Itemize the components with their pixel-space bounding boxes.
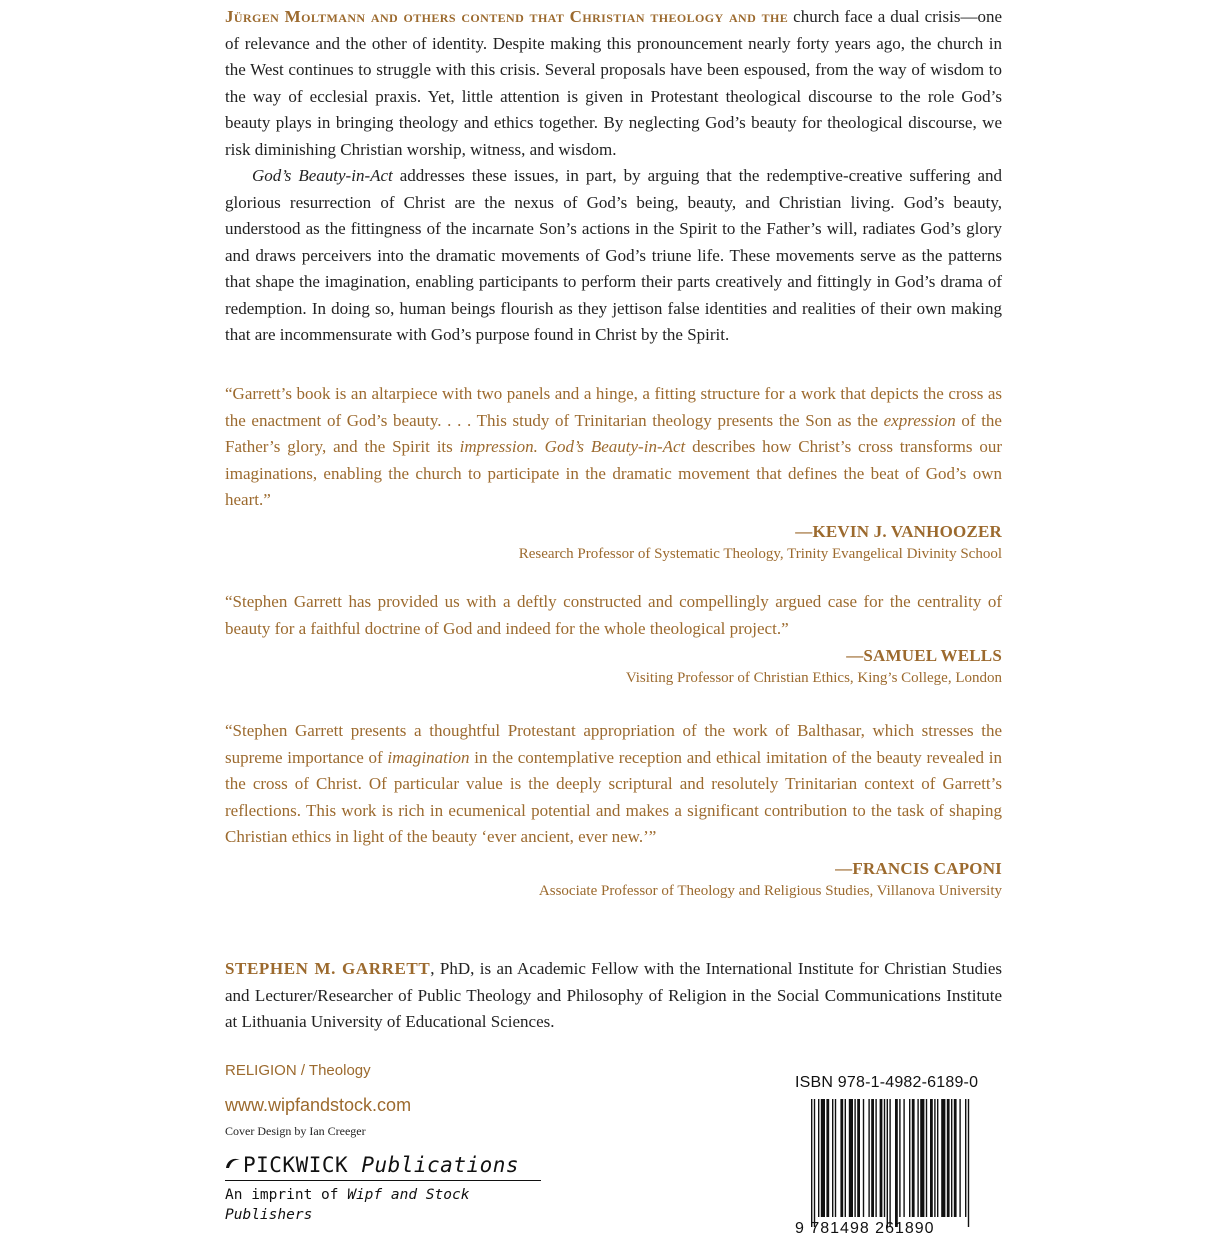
opening-line: Jürgen Moltmann and others contend that Christian theology and the	[225, 7, 789, 26]
barcode-bar	[954, 1099, 957, 1217]
author-name: STEPHEN M. GARRETT	[225, 959, 431, 978]
imprint-prefix: An imprint of	[225, 1187, 348, 1203]
barcode-bar	[934, 1099, 935, 1217]
endorser-name: —SAMUEL WELLS	[846, 646, 1002, 665]
barcode-bar	[826, 1099, 829, 1217]
quote-text: “Stephen Garrett presents a thoughtful Protestant appropriation of the work of Balthasar, which stresses the supreme importance of	[225, 721, 1002, 767]
endorsement-quote: “Stephen Garrett has provided us with a deftly constructed and compellingly argued case for the centrality of beauty for a faithful doctrine of God and indeed for the whole theological project.”	[225, 592, 1002, 638]
publisher-website-link[interactable]: www.wipfandstock.com	[225, 1095, 412, 1115]
barcode-bar	[887, 1099, 888, 1227]
barcode-bar	[909, 1099, 910, 1217]
endorsement-quote	[225, 718, 1002, 851]
barcode-bar	[903, 1099, 904, 1217]
barcode-bar	[941, 1099, 945, 1217]
quote-italic: imagination	[387, 747, 470, 767]
description-paragraph-2	[225, 163, 1002, 349]
barcode-bar	[912, 1099, 915, 1217]
barcode-bars	[810, 1099, 985, 1227]
barcode-bar	[818, 1099, 819, 1217]
imprint-parent: Wipf and Stock Publishers	[225, 1187, 470, 1223]
author-bio-body: , PhD, is an Academic Fellow with the International Institute for Christian Studies and Lecturer/Researcher of Public Theology and Philosophy of Religion in the Social Communications Institute at Lithuania University of Educational Sciences.	[225, 959, 1002, 1031]
barcode-bar	[863, 1099, 864, 1217]
endorser-title: Visiting Professor of Christian Ethics, King’s College, London	[625, 670, 1002, 686]
pickwick-logo-icon	[225, 1152, 241, 1178]
barcode-bar	[965, 1099, 966, 1217]
barcode-bar	[832, 1099, 833, 1217]
quote-text: “Garrett’s book is an altarpiece with two panels and a hinge, a fitting structure for a work that depicts the cross as the enactment of God’s beauty. . . . This study of Trinitarian theology presents the Son as the	[225, 384, 1002, 430]
barcode-bar	[968, 1099, 969, 1227]
endorsement-quote	[225, 381, 1002, 514]
barcode-bar	[854, 1099, 855, 1217]
barcode	[795, 1099, 985, 1237]
barcode-bar	[884, 1099, 885, 1217]
endorsement-caponi	[225, 718, 1002, 901]
book-title-italic: God’s Beauty-in-Act	[252, 166, 393, 185]
barcode-bar	[868, 1099, 869, 1217]
barcode-bar	[926, 1099, 927, 1217]
publisher-logo	[225, 1152, 541, 1181]
cover-design-credit: Cover Design by Ian Creeger	[225, 1124, 366, 1138]
barcode-digits: 9 781498 261890	[795, 1220, 935, 1237]
category-main: RELIGION	[225, 1062, 297, 1079]
quote-italic: impression. God’s Beauty-in-Act	[459, 437, 686, 456]
barcode-bar	[857, 1099, 860, 1217]
endorser-name: —KEVIN J. VANHOOZER	[795, 521, 1002, 541]
endorsement-wells	[225, 589, 1002, 688]
quote-italic: expression	[883, 410, 956, 430]
barcode-bar	[937, 1099, 938, 1217]
description-paragraph-1	[225, 4, 1002, 163]
barcode-bar	[920, 1099, 924, 1217]
publisher-name: PICKWICK	[243, 1153, 349, 1177]
bisac-category	[225, 1060, 555, 1082]
barcode-bar	[875, 1099, 876, 1217]
barcode-bar	[849, 1099, 853, 1217]
barcode-bar	[895, 1099, 898, 1227]
category-sub: Theology	[308, 1062, 371, 1079]
author-bio	[225, 956, 1002, 1036]
barcode-bar	[821, 1099, 825, 1217]
barcode-bar	[889, 1099, 890, 1227]
barcode-bar	[840, 1099, 843, 1217]
publisher-suffix: Publications	[361, 1153, 520, 1177]
barcode-bar	[814, 1099, 815, 1227]
author-bio-text	[225, 956, 1002, 1036]
quote-text: describes how Christ’s cross transforms our imaginations, enabling the church to participate in the dramatic movement that defines the beat of God’s own heart.”	[225, 437, 1002, 509]
barcode-bar	[835, 1099, 836, 1217]
endorsement-vanhoozer	[225, 381, 1002, 564]
endorser-title: Research Professor of Systematic Theology, Trinity Evangelical Divinity School	[518, 545, 1002, 562]
description-text-2: addresses these issues, in part, by arguing that the redemptive-creative suffering and glorious resurrection of Christ are the nexus of God’s being, beauty, and Christian living. God’s beauty, understood as the fittingness of the incarnate Son’s actions in the Spirit to the Father’s will, radiates God’s glory and draws perceivers into the dramatic movements of God’s triune life. These movements serve as the patterns that shape the imagination, enabling participants to perform their parts creatively and fittingly in God’s drama of redemption. In doing so, human beings flourish as they jettison false identities and realities of their own making that are incommensurate with God’s purpose found in Christ by the Spirit.	[225, 166, 1002, 344]
barcode-bar	[845, 1099, 846, 1217]
barcode-bar	[947, 1099, 950, 1217]
imprint-line	[225, 1185, 555, 1225]
barcode-bar	[917, 1099, 918, 1217]
quote-text: in the contemplative reception and ethical imitation of the beauty revealed in the cross of Christ. Of particular value is the deeply scriptural and resolutely Trinitarian context of Garrett’s reflections. This work is rich in ecumenical potential and makes a significant contribution to the task of shaping Christian ethics in light of the beauty ‘ever ancient, ever new.’”	[225, 747, 1003, 846]
barcode-bar	[930, 1099, 933, 1217]
barcode-bar	[811, 1099, 812, 1227]
barcode-bar	[959, 1099, 960, 1217]
isbn-barcode-area	[795, 1072, 985, 1237]
description-text-1: church face a dual crisis—one of relevance and the other of identity. Despite making this pronouncement nearly forty years ago, the church in the West continues to struggle with this crisis. Several proposals have been espoused, from the way of wisdom to the way of ecclesial praxis. Yet, little attention is given in Protestant theological discourse to the role God’s beauty plays in bringing theology and ethics together. By neglecting God’s beauty for theological discourse, we risk diminishing Christian worship, witness, and wisdom.	[225, 7, 1003, 159]
endorser-title: Associate Professor of Theology and Religious Studies, Villanova University	[538, 882, 1002, 899]
barcode-bar	[871, 1099, 874, 1217]
isbn-label: ISBN 978-1-4982-6189-0	[795, 1074, 979, 1091]
category-separator: /	[296, 1062, 309, 1079]
endorser-name: —FRANCIS CAPONI	[835, 858, 1002, 878]
barcode-bar	[899, 1099, 900, 1217]
quote-text: of the Father’s glory, and the Spirit its	[225, 410, 1002, 456]
book-description	[225, 4, 1002, 349]
barcode-bar	[880, 1099, 883, 1217]
barcode-bar	[951, 1099, 952, 1217]
publisher-info	[225, 1060, 555, 1225]
